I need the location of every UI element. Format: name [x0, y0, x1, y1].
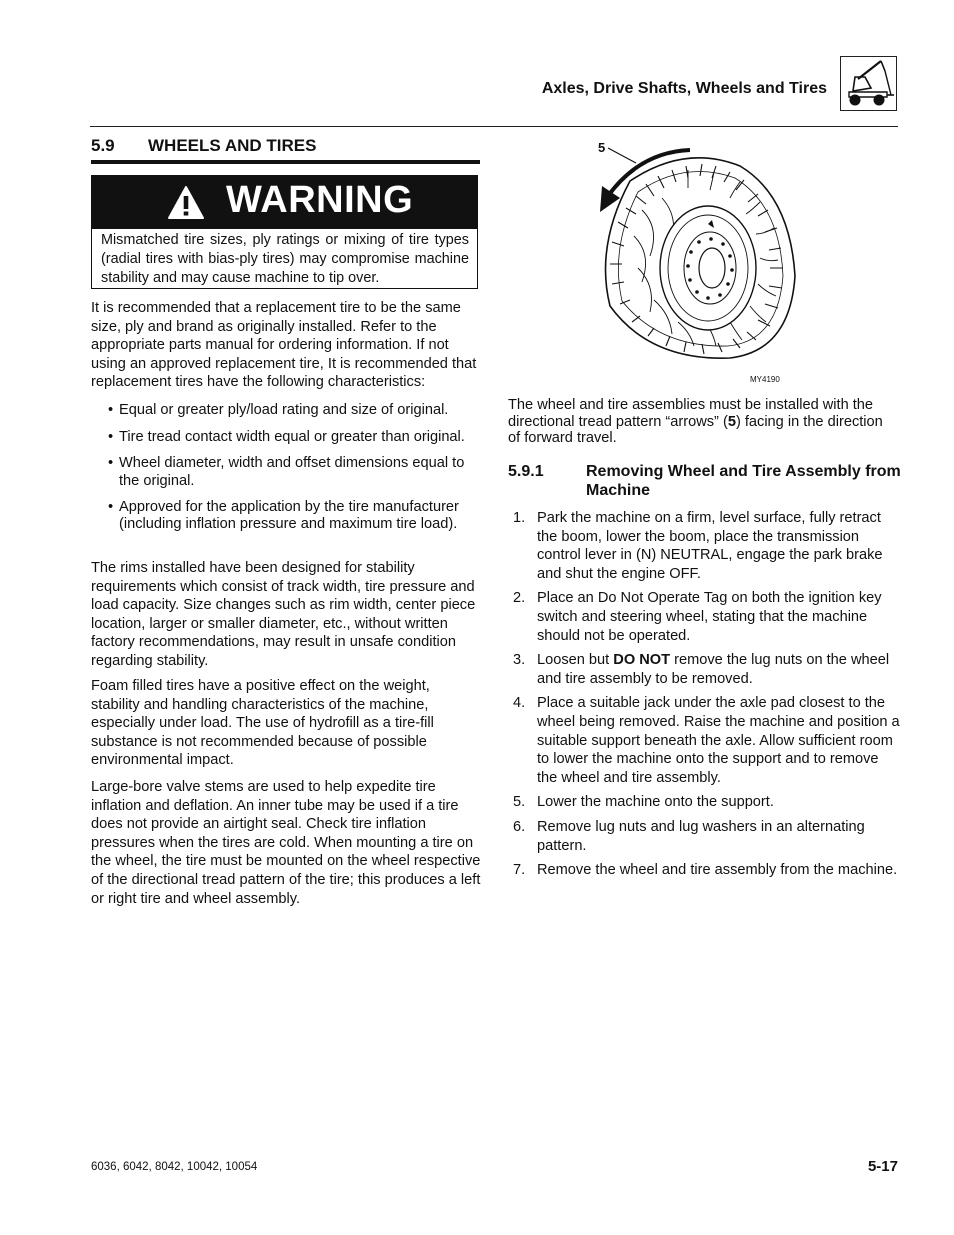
tire-figure [590, 136, 800, 388]
warning-band [92, 176, 477, 229]
warning-label: WARNING [226, 179, 414, 221]
list-item: 6. Remove lug nuts and lug washers in an alternating pattern. [513, 818, 865, 854]
figure-id: MY4190 [750, 375, 780, 384]
list-item: • Equal or greater ply/load rating and size of original. [108, 402, 449, 418]
foam-paragraph: Foam filled tires have a positive effect on the weight, stability and handling characteristics of the machine, especially under load. The use of hydrofill as a tire-fill substance is not recommended because of possible environmental impact. [91, 678, 434, 769]
valve-paragraph: Large-bore valve stems are used to help expedite tire inflation and deflation. An inner tube may be used if a tire does not provide an airtight seal. Check tire inflation pressures when the tires are cold. When mounting a tire on the wheel, the tire must be mounted on the wheel respective of the directional tread pattern of the tire; this produces a left or right tire and wheel assembly. [91, 779, 481, 907]
section-title [91, 136, 316, 156]
subsection-number: 5.9.1 [508, 463, 544, 480]
list-item: 1. Park the machine on a firm, level surface, fully retract the boom, lower the boom, place the transmission control lever in (N) NEUTRAL, engage the park brake and shut the engine OFF. [513, 510, 883, 582]
rims-paragraph: The rims installed have been designed for stability requirements which consist of track width, tire pressure and load capacity. Size changes such as rim width, center piece location, larger or smaller diameter, etc., without written factory recommendations, may result in unsafe condition regarding stability. [91, 560, 476, 669]
telehandler-machine-icon [840, 56, 897, 111]
list-item: • Tire tread contact width equal or greater than original. [108, 429, 465, 446]
warning-box [91, 175, 478, 289]
section-number: 5.9 [91, 136, 115, 155]
removal-steps [508, 509, 900, 880]
list-item: • Wheel diameter, width and offset dimensions equal to the original. [108, 455, 465, 489]
page-number: 5-17 [867, 1158, 898, 1175]
header-rule [90, 126, 898, 127]
callout-number: 5 [598, 140, 606, 155]
tire-drawing [606, 158, 796, 358]
section-heading: WHEELS AND TIRES [148, 136, 317, 155]
section-rule [91, 160, 480, 164]
footer-models: 6036, 6042, 8042, 10042, 10054 [91, 1161, 258, 1173]
figure-caption: The wheel and tire assemblies must be installed with the directional tread pattern “arrows” (5) facing in the direction of forward travel. [508, 397, 883, 446]
characteristics-list [108, 402, 483, 533]
list-item: 7. Remove the wheel and tire assembly from the machine. [513, 862, 898, 879]
list-item: 4. Place a suitable jack under the axle pad closest to the wheel being removed. Raise the machine and position a suitable support beneath the axle. Allow sufficient room to lower the machine onto the support and to remove the wheel and tire assembly. [513, 695, 900, 786]
intro-paragraph: It is recommended that a replacement tire to be the same size, ply and brand as originally installed. Refer to the appropriate parts manual for ordering information. If not using an approved replacement tire, It is recommended that replacement tires have the following characteristics: [91, 300, 477, 391]
warning-triangle-icon [167, 185, 205, 221]
subsection-heading: Removing Wheel and Tire Assembly from Machine [586, 463, 901, 499]
list-item: 2. Place an Do Not Operate Tag on both the ignition key switch and steering wheel, stating that the machine should not be operated. [513, 590, 882, 644]
list-item: • Approved for the application by the tire manufacturer (including inflation pressure and maximum tire load). [108, 498, 459, 533]
list-item: 5. Lower the machine onto the support. [513, 794, 774, 811]
warning-text: Mismatched tire sizes, ply ratings or mixing of tire types (radial tires with bias-ply tires) may compromise machine stability and may cause machine to tip over. [101, 232, 469, 286]
list-item: 3. Loosen but DO NOT remove the lug nuts on the wheel and tire assembly to be removed. [513, 652, 890, 687]
header-title: Axles, Drive Shafts, Wheels and Tires [541, 80, 827, 97]
